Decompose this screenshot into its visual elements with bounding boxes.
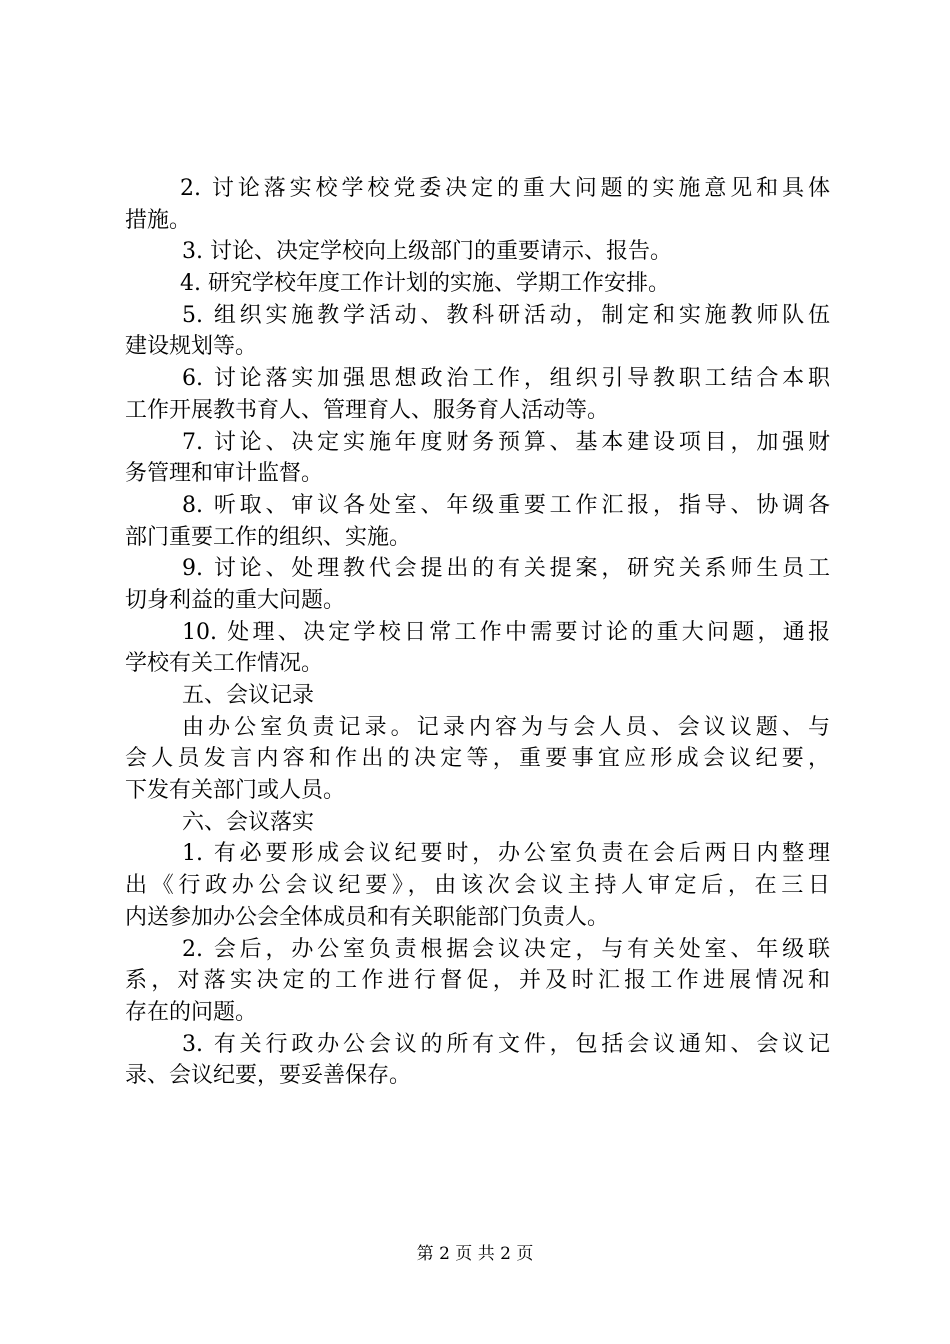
text-line: 2. 讨论落实校学校党委决定的重大问题的实施意见和具体: [180, 176, 830, 201]
text-line: 3. 有关行政办公会议的所有文件，包括会议通知、会议记: [182, 1031, 830, 1057]
text-line: 措施。: [125, 207, 192, 233]
text-line: 五、会议记录: [182, 683, 315, 708]
text-line: 5. 组织实施教学活动、教科研活动，制定和实施教师队伍: [182, 302, 830, 328]
text-line: 由办公室负责记录。记录内容为与会人员、会议议题、与: [182, 714, 830, 740]
text-line: 3. 讨论、决定学校向上级部门的重要请示、报告。: [182, 239, 672, 265]
text-line: 内送参加办公会全体成员和有关职能部门负责人。: [125, 904, 610, 930]
paragraph-item-10: [125, 617, 830, 680]
text-line: 系，对落实决定的工作进行督促，并及时汇报工作进展情况和: [125, 968, 830, 994]
paragraph-implementation-3: [125, 1029, 830, 1092]
paragraph-implementation-2: [125, 934, 830, 1029]
text-line: 务管理和审计监督。: [125, 461, 324, 487]
text-line: 录、会议纪要，要妥善保存。: [125, 1063, 412, 1089]
text-line: 出《行政办公会议纪要》，由该次会议主持人审定后，在三日: [125, 873, 830, 899]
paragraph-item-9: [125, 553, 830, 616]
paragraph-item-6: [125, 363, 830, 426]
paragraph-item-4: [125, 268, 830, 300]
text-line: 学校有关工作情况。: [125, 651, 324, 677]
text-line: 2. 会后，办公室负责根据会议决定，与有关处室、年级联: [182, 936, 830, 962]
paragraph-implementation-1: [125, 838, 830, 933]
text-line: 6. 讨论落实加强思想政治工作，组织引导教职工结合本职: [182, 366, 830, 392]
text-line: 建设规划等。: [125, 334, 258, 360]
text-line: 工作开展教书育人、管理育人、服务育人活动等。: [125, 397, 610, 423]
text-line: 7. 讨论、决定实施年度财务预算、基本建设项目，加强财: [182, 429, 830, 455]
text-line: 切身利益的重大问题。: [125, 587, 346, 613]
section-heading-meeting-implementation: [125, 807, 830, 839]
text-line: 4. 研究学校年度工作计划的实施、学期工作安排。: [180, 271, 670, 297]
document-body: [125, 173, 830, 1092]
text-line: 9. 讨论、处理教代会提出的有关提案，研究关系师生员工: [182, 556, 830, 582]
text-line: 六、会议落实: [182, 809, 315, 835]
text-line: 8. 听取、审议各处室、年级重要工作汇报，指导、协调各: [182, 492, 830, 518]
page-number-footer: 第 2 页 共 2 页: [416, 1244, 534, 1264]
paragraph-item-3: [125, 236, 830, 268]
paragraph-meeting-records: [125, 712, 830, 807]
text-line: 下发有关部门或人员。: [125, 778, 346, 804]
section-heading-meeting-records: [125, 680, 830, 712]
paragraph-item-7: [125, 427, 830, 490]
text-line: 会人员发言内容和作出的决定等，重要事宜应形成会议纪要，: [125, 746, 830, 772]
text-line: 存在的问题。: [125, 999, 258, 1025]
paragraph-item-2: [125, 173, 830, 236]
paragraph-item-5: [125, 300, 830, 363]
text-line: 部门重要工作的组织、实施。: [125, 524, 412, 550]
text-line: 1. 有必要形成会议纪要时，办公室负责在会后两日内整理: [182, 841, 830, 867]
paragraph-item-8: [125, 490, 830, 553]
text-line: 10. 处理、决定学校日常工作中需要讨论的重大问题，通报: [182, 619, 830, 645]
